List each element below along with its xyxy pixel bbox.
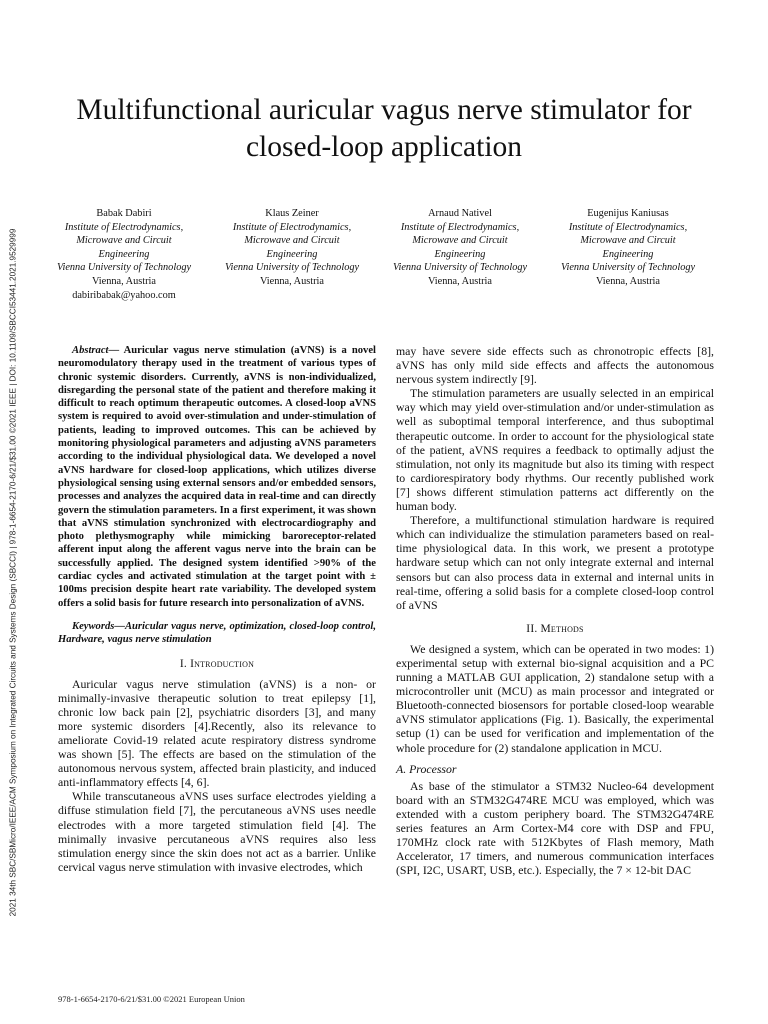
author-affiliation-line: Microwave and Circuit xyxy=(76,235,172,247)
author-affiliation-line: Vienna University of Technology xyxy=(56,262,192,274)
author-location: Vienna, Austria xyxy=(91,275,156,287)
author-affiliation-line: Engineering xyxy=(602,248,654,260)
section-heading-methods: II. Methods xyxy=(526,622,584,635)
methods-paragraph-2: As base of the stimulator a STM32 Nucleo-64 development board with an STM32G474RE MCU was employed, which was extended with a custom periphery board. The STM32G474RE series features an Arm Cortex-M4 core with DSP and FPU, 170MHz clock rate with 512Kbytes of Flash memory, Math Accelerator, 17 timers, and numerous communication interfaces (SPI, I2C, USART, USB, etc.). Especially, the 7 × 12-bit DAC xyxy=(396,778,714,878)
intro-paragraph-1: Auricular vagus nerve stimulation (aVNS) is a non- or minimally-invasive therapeutic solution to treat epilepsy [1], chronic low back pain [2], psychiatric disorders [3], and many more systemic disorders [4].Recently, also its relevance to ameliorate Covid-19 related acute respiratory distress syndrome was shown [5]. The effects are based on the stimulation of the autonomous nervous system, affected brain plasticity, and induced anti-inflammatory effects [4, 6]. xyxy=(58,676,376,790)
author-affiliation-line: Vienna University of Technology xyxy=(224,262,360,274)
side-citation-text: 2021 34th SBC/SBMicro/IEEE/ACM Symposium on Integrated Circuits and Systems Design (SBCCI) | 978-1-6654-2170-6/21/$31.00 ©2021 IEEE | DOI: 10.1109/SBCCI53441.2021.9529999 xyxy=(8,228,18,916)
left-column xyxy=(58,344,376,874)
intro-paragraph-4: The stimulation parameters are usually selected in an empirical way which may yield over-stimulation and/or under-stimulation as well as suboptimal temporal interference, and thus suboptimal therapeutic outcome. In order to account for the physiological state of the patient, aVNS requires a feedback to optimally adjust the stimulation, not only its magnitude but also its timing with respect to cardiorespiratory body rhythms. Our recently published work [7] shows different stimulation patterns act differently on the human body. xyxy=(396,386,714,514)
author-affiliation-line: Microwave and Circuit xyxy=(244,235,340,247)
methods-paragraph-1: We designed a system, which can be operated in two modes: 1) experimental setup with external bio-signal acquisition and a PC running a MATLAB GUI application, 2) standalone setup with a microcontroller unit (MCU) as main processor and integrated or Bluetooth-connected biosensors for portable closed-loop wearable aVNS stimulator applications (Fig. 1). Basically, the experimental setup (1) can be used for verification and implementation of the whole procedure for (2) standalone application in MCU. xyxy=(396,641,714,755)
author-affiliation-line: Microwave and Circuit xyxy=(580,235,676,247)
author-location: Vienna, Austria xyxy=(595,275,660,287)
author-email[interactable]: dabiribabak@yahoo.com xyxy=(72,289,176,301)
paper-title: Multifunctional auricular vagus nerve stimulator for closed-loop application xyxy=(76,94,692,163)
side-citation-strip xyxy=(2,168,24,976)
author-name: Arnaud Nativel xyxy=(428,208,492,219)
author-3 xyxy=(376,207,544,302)
author-affiliation-line: Vienna University of Technology xyxy=(392,262,528,274)
section-heading-introduction: I. Introduction xyxy=(179,657,255,670)
abstract-text: — Auricular vagus nerve stimulation (aVNS) is a novel neuromodulatory therapy used in the treatment of various types of chronic systemic disorders. Currently, aVNS is non-individualized, disregarding the personal state of the patient and therefore making it difficult to reach optimum therapeutic outcomes. A closed-loop aVNS system is required to avoid over-stimulation and under-stimulation of patients, leading to improved outcomes. This can be achieved by monitoring physiological parameters and adjusting aVNS parameters according to the individual physiological data. We developed a novel aVNS hardware for closed-loop applications, which utilizes diverse physiological sensing using external sensors and/or embedded sensors, processes and analyzes the acquired data in real-time and can directly govern the stimulation parameters. In a first experiment, it was shown that aVNS stimulation synchronized with electrocardiography and photo plethysmography while mimicking baroreceptor-related afferent input along the afferent vagus nerve into the brain can be successfully applied. The designed system identified >90% of the cardiac cycles and activated stimulation at the target point with ± 100ms precision despite heart rate variability. The developed system offers a solid basis for future research into personalization of aVNS. xyxy=(58,345,376,609)
author-affiliation-line: Vienna University of Technology xyxy=(560,262,696,274)
author-affiliation-line: Institute of Electrodynamics, xyxy=(64,221,184,233)
author-affiliation-line: Microwave and Circuit xyxy=(412,235,508,247)
author-2 xyxy=(208,207,376,302)
right-column xyxy=(396,344,714,877)
author-location: Vienna, Austria xyxy=(427,275,492,287)
intro-paragraph-3: may have severe side effects such as chronotropic effects [8], aVNS has only mild side effects and affects the autonomous nervous system indirectly [9]. xyxy=(396,344,714,387)
page-footer: 978-1-6654-2170-6/21/$31.00 ©2021 European Union xyxy=(58,994,245,1004)
author-affiliation-line: Engineering xyxy=(98,248,150,260)
intro-paragraph-5: Therefore, a multifunctional stimulation hardware is required which can individualize the stimulation parameters based on real-time physiological data. In this work, we present a prototype hardware setup which can not only integrate external and internal sensors but can also process data in external and internal units in real-time, offering a solid basis for a complete closed-loop control of aVNS xyxy=(396,513,714,612)
abstract-label: Abstract xyxy=(72,345,109,356)
author-location: Vienna, Austria xyxy=(259,275,324,287)
author-affiliation-line: Engineering xyxy=(434,248,486,260)
author-affiliation-line: Institute of Electrodynamics, xyxy=(400,221,520,233)
keywords-paragraph: Keywords—Auricular vagus nerve, optimization, closed-loop control, Hardware, vagus nerve stimulation xyxy=(58,620,376,646)
author-4 xyxy=(544,207,712,302)
intro-paragraph-2: While transcutaneous aVNS uses surface electrodes yielding a diffuse stimulation field [7], the percutaneous aVNS uses needle electrodes with a more targeted stimulation field [4]. The minimally invasive percutaneous aVNS requires also less stimulation energy since the skin does not act as a barrier. Unlike cervical vagus nerve stimulation with invasive electrodes, which xyxy=(58,789,376,874)
author-1 xyxy=(40,207,208,302)
subsection-heading-processor: A. Processor xyxy=(396,761,457,776)
author-name: Klaus Zeiner xyxy=(265,208,319,219)
abstract-paragraph xyxy=(58,344,376,610)
author-name: Eugenijus Kaniusas xyxy=(587,208,669,219)
author-block xyxy=(40,207,712,302)
author-affiliation-line: Engineering xyxy=(266,248,318,260)
author-name: Babak Dabiri xyxy=(96,208,152,219)
author-affiliation-line: Institute of Electrodynamics, xyxy=(232,221,352,233)
author-affiliation-line: Institute of Electrodynamics, xyxy=(568,221,688,233)
